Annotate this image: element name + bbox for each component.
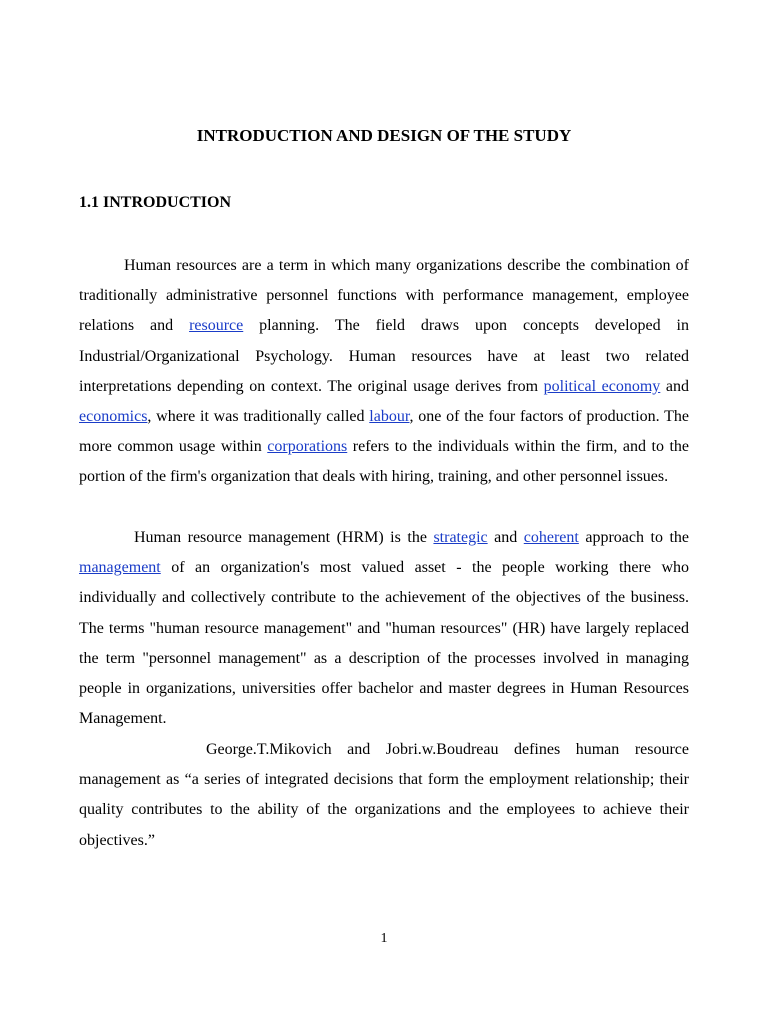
page-number: 1: [380, 931, 388, 946]
paragraph-3: George.T.Mikovich and Jobri.w.Boudreau defines human resource management as “a series of integrated decisions that form the employment relationship; their quality contributes to the ability of the organizations and the employees to achieve their objectives.”: [79, 741, 689, 849]
link-strategic[interactable]: strategic: [433, 529, 488, 546]
page-title: INTRODUCTION AND DESIGN OF THE STUDY: [196, 126, 572, 145]
paragraph-1: [79, 251, 689, 493]
paragraph-2-text: approach to the: [578, 529, 690, 546]
paragraph-1-text: Human resources are a term in which many organizations describe the combination of traditionally administrative personnel functions with performance management, employee relations and: [79, 257, 689, 335]
link-labour[interactable]: labour: [369, 408, 410, 426]
link-corporations[interactable]: corporations: [267, 438, 348, 456]
link-coherent[interactable]: coherent: [523, 529, 579, 546]
link-economics[interactable]: economics: [79, 408, 148, 426]
section-heading: 1.1 INTRODUCTION: [79, 194, 232, 211]
paragraph-2: [79, 523, 689, 734]
link-management[interactable]: management: [79, 559, 161, 577]
link-political-economy[interactable]: political economy: [543, 377, 661, 395]
paragraph-2-text: of an organization's most valued asset - the people working there who individually and collectively contribute to the achievement of the objectives of the business. The terms "human resource management" and "human resources" (HR) have largely replaced the term "personnel management" as a description of the processes involved in managing people in organizations, universities offer bachelor and master degrees in Human Resources Management.: [79, 559, 689, 728]
paragraph-1-text: refers to the individuals within the firm, and to the portion of the firm's organization that deals with hiring, training, and other personnel issues.: [79, 438, 690, 486]
paragraph-1-text: planning. The field draws upon concepts developed in Industrial/Organizational Psychology. Human resources have at least two related interpretations depending on context. The original usage derives from: [79, 317, 689, 395]
paragraph-2-text: and: [487, 529, 524, 546]
paragraph-1-text: and: [660, 377, 690, 395]
paragraph-1-text: , where it was traditionally called: [147, 408, 370, 426]
paragraph-1-text: , one of the four factors of production. The more common usage within: [79, 408, 689, 456]
paragraph-2-text: Human resource management (HRM) is the: [134, 529, 434, 546]
link-resource[interactable]: resource: [189, 317, 244, 335]
